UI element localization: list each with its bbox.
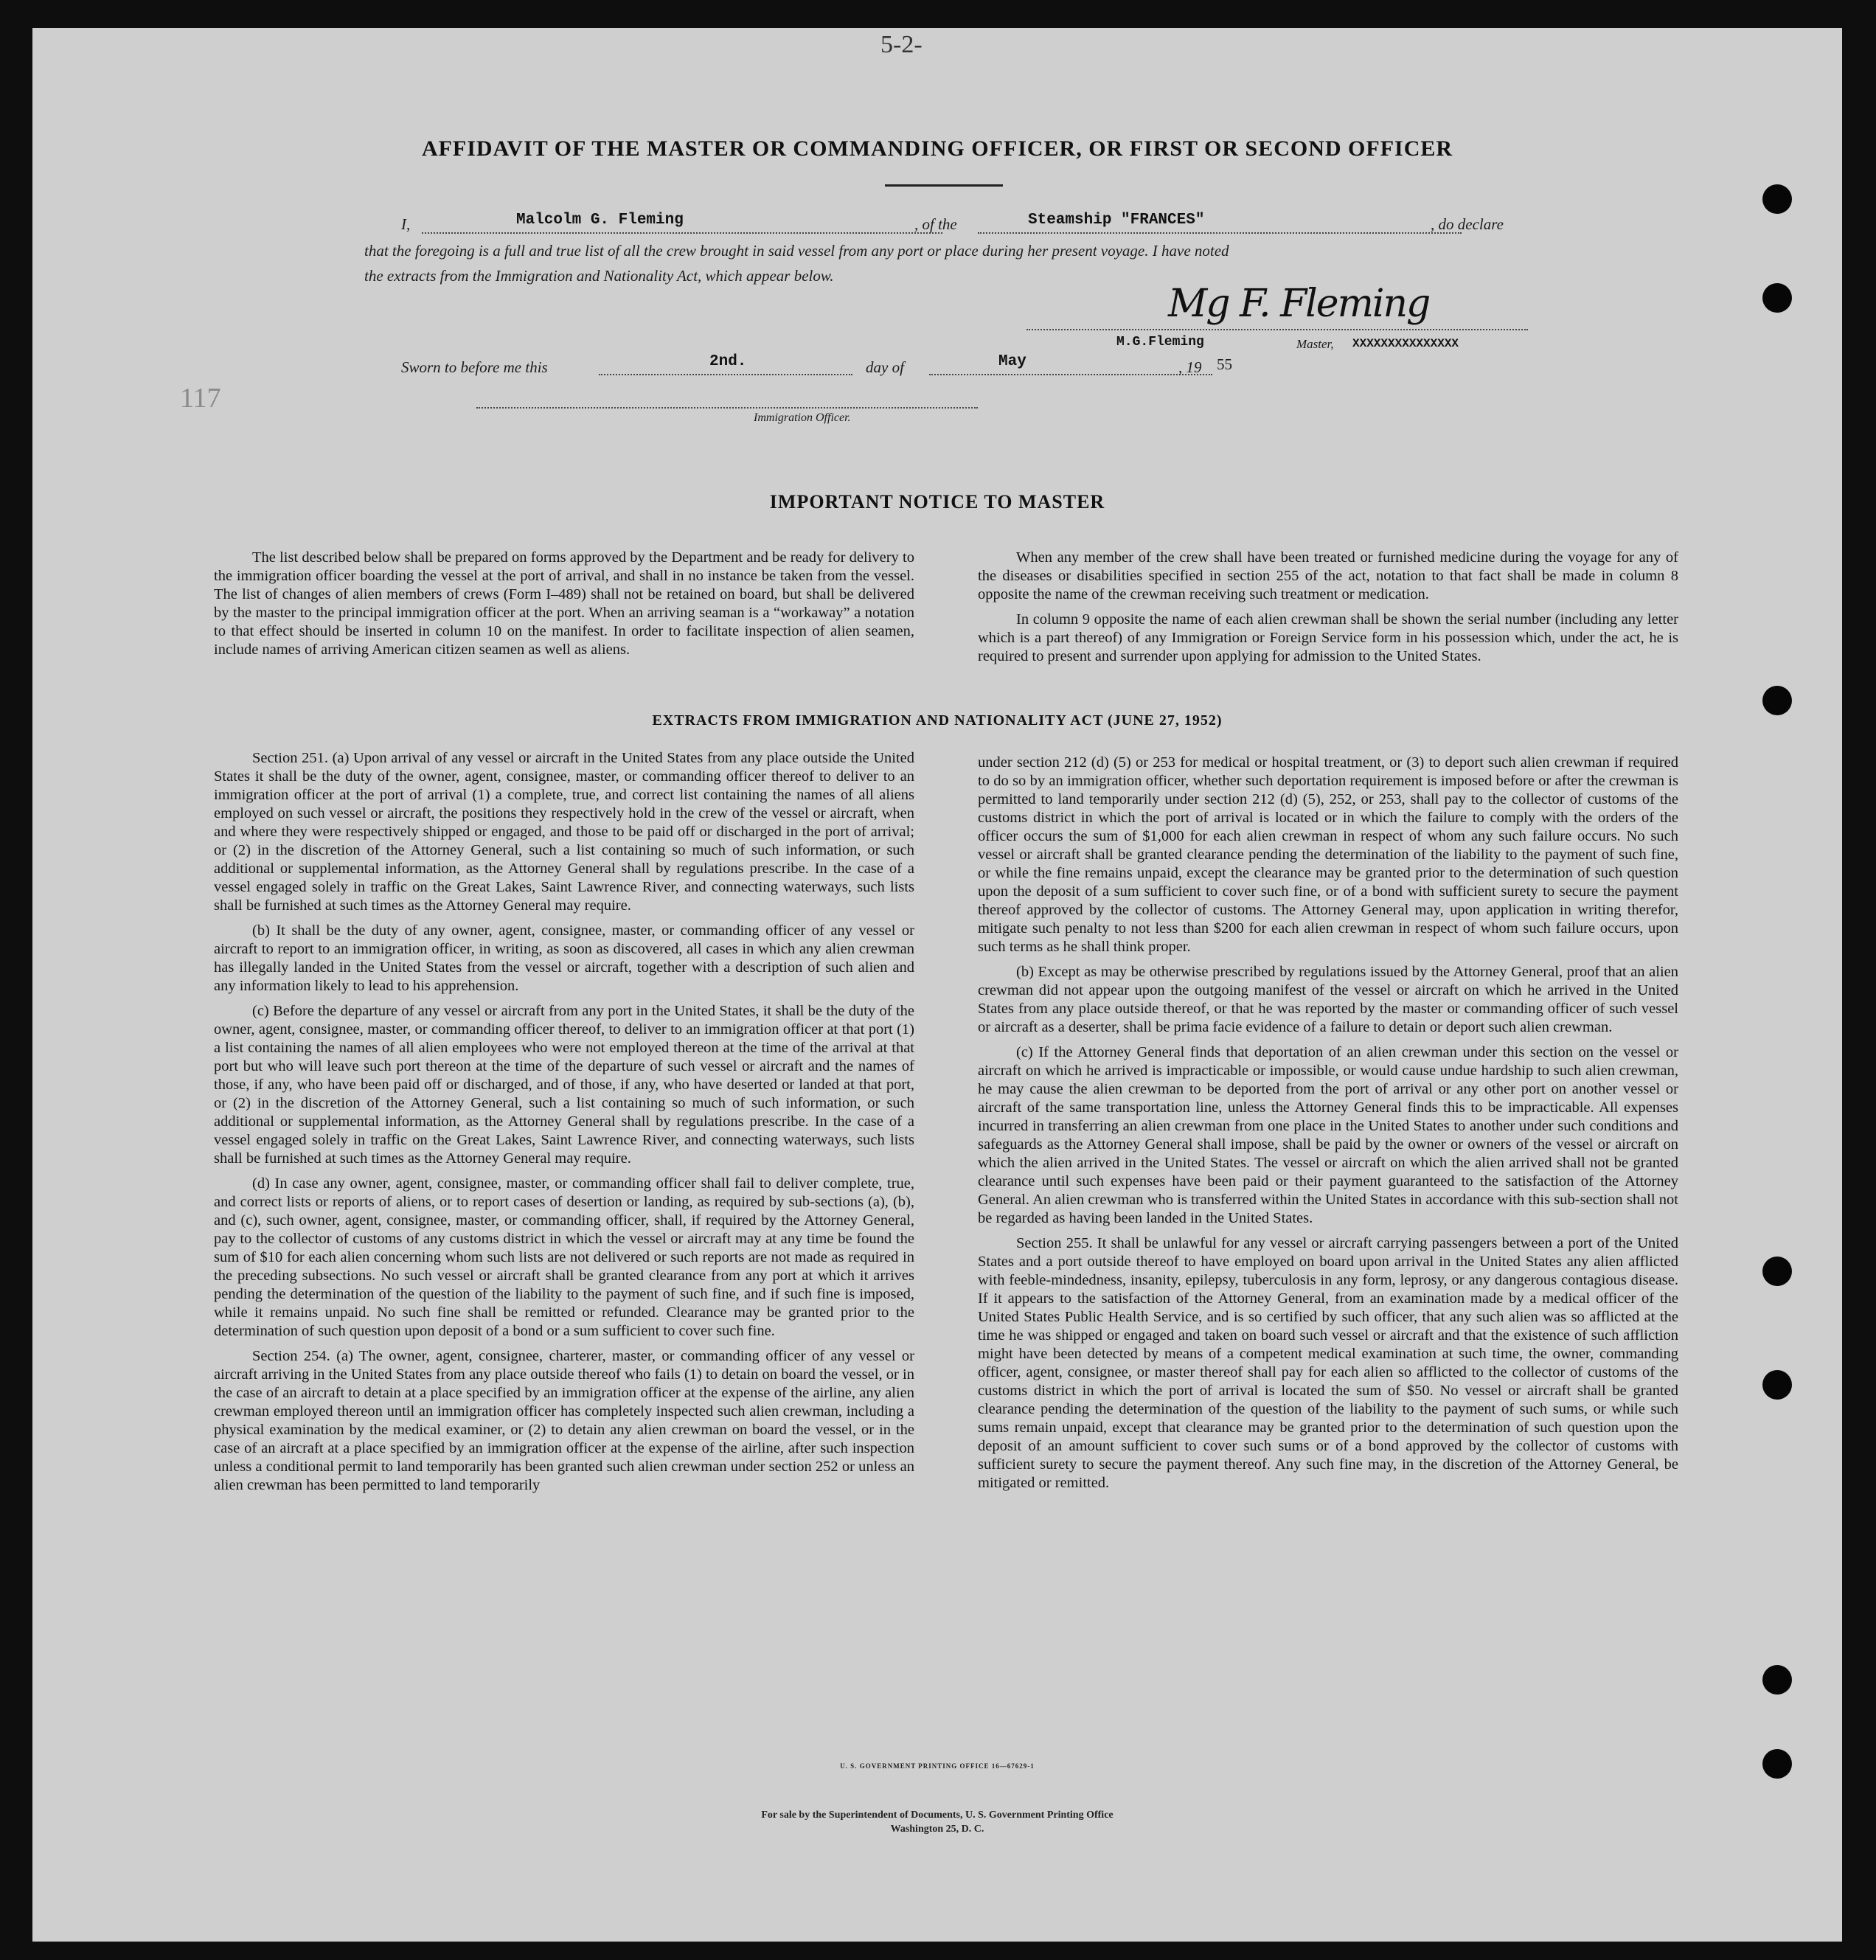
section-251a: Section 251. (a) Upon arrival of any vessel or aircraft in the United States from any place outside the United States it shall be the duty of the owner, agent, consignee, master, or commanding officer thereof to deliver to an immigration officer at the port of arrival (1) a complete, true, and correct list containing the names of all aliens employed on such vessel or aircraft, the positions they respectively hold in the crew of the vessel or aircraft, when and where they were respectively shipped or engaged, and those to be paid off or discharged in the port of arrival; or (2) in the discretion of the Attorney General, such a list containing so much of such information, or such additional or supplemental information, as the Attorney General shall by regulations prescribe. In the case of a vessel engaged solely in traffic on the Great Lakes, Saint Lawrence River, and connecting waterways, such lists shall be furnished at such times as the Attorney General may require.: [214, 750, 914, 914]
title-underline: [885, 184, 1003, 187]
declaration-line-3: the extracts from the Immigration and Nationality Act, which appear below.: [364, 267, 834, 285]
month-line: [929, 374, 1212, 375]
punch-hole: [1762, 1665, 1792, 1695]
i-label: I,: [401, 215, 411, 233]
section-254c: (c) If the Attorney General finds that deportation of an alien crewman under this section on the vessel or aircraft on which he arrived is impracticable or impossible, or would cause undue hardship to such alien crewman, he may cause the alien crewman to be deported from the port of arrival or any other port on another vessel or aircraft of the same transportation line, unless the Attorney General finds this to be impracticable. All expenses incurred in transferring an alien crewman from one place in the United States to another under such conditions and safeguards as the Attorney General shall impose, shall be paid by the owner or owners of the vessel or aircraft on which the alien arrived in the United States. The vessel or aircraft on which the alien arrived shall not be granted clearance until such expenses have been paid or their payment guaranteed to the satisfaction of the Attorney General. An alien crewman who is transferred within the United States in accordance with this sub-section shall not be regarded as having been landed in the United States.: [978, 1044, 1678, 1226]
sale-line-2: Washington 25, D. C.: [890, 1824, 984, 1835]
signature-line: [1026, 329, 1528, 330]
day-of-label: day of: [866, 358, 904, 376]
day-line: [599, 374, 852, 375]
section-251c: (c) Before the departure of any vessel or aircraft from any port in the United States, it shall be the duty of the owner, agent, consignee, master, or commanding officer thereof, to deliver to an immigration officer at that port (1) a list containing the names of all alien employees who were not employed thereon at the time of the arrival at that port but who will leave such port thereon at the time of the departure of such vessel or aircraft and the names of those, if any, who have been paid off or discharged, and of those, if any, who have deserted or landed at that port, or (2) in the discretion of the Attorney General, such a list containing so much of such information, or such additional or supplemental information, as the Attorney General shall by regulations prescribe. In the case of a vessel engaged solely in traffic on the Great Lakes, Saint Lawrence River, and connecting waterways, such lists shall be furnished at such times as the Attorney General may require.: [214, 1003, 914, 1167]
notice-right-column: [978, 549, 1678, 673]
section-255: Section 255. It shall be unlawful for any vessel or aircraft carrying passengers between a port of the United States and a port outside thereof to have employed on board upon arrival in the United States any alien afflicted with feeble-mindedness, insanity, epilepsy, tuberculosis in any form, leprosy, or any dangerous contagious disease. If it appears to the satisfaction of the Attorney General, from an examination made by a medical officer of the United States Public Health Service, and is so certified by such officer, that any such alien was so afflicted at the time he was shipped or engaged and taken on board such vessel or aircraft and that the existence of such affliction might have been detected by means of a competent medical examination at such time, the owner, commanding officer, agent, consignee, or master thereof shall pay for each alien so afflicted to the collector of customs of the customs district in which the port of arrival is located the sum of $50. No vessel or aircraft shall be granted clearance pending the determination of the question of the liability to the payment of such sums, or while such sums remain unpaid, except that clearance may be granted prior to the determination of such question upon the deposit of an amount sufficient to cover such sums or of a bond approved by the collector of customs with sufficient surety to secure the payment thereof. Any such fine may, in the discretion of the Attorney General, be mitigated or remitted.: [978, 1235, 1678, 1491]
master-label: Master,: [1296, 337, 1334, 351]
notice-left-paragraph: The list described below shall be prepared on forms approved by the Department and be ready for delivery to the immigration officer boarding the vessel at the port of arrival, and shall in no instance be taken from the vessel. The list of changes of alien members of crews (Form I–489) shall not be retained on board, but shall be delivered by the master to the principal immigration officer at the port. When an arriving seaman is a “workaway” a notation to that effect should be inserted in column 10 on the manifest. In order to facilitate inspection of alien seamen, include names of arriving American citizen seamen as well as aliens.: [214, 549, 914, 658]
declaration-line-2: that the foregoing is a full and true list of all the crew brought in said vessel from any port or place during her present voyage. I have noted: [364, 242, 1229, 260]
extracts-left-column: [214, 749, 914, 1501]
sale-notice: [32, 1808, 1842, 1836]
section-254a-continued: under section 212 (d) (5) or 253 for medical or hospital treatment, or (3) to deport such alien crewman if required to do so by an immigration officer, whether such deportation requirement is imposed before or after the crewman is permitted to land temporarily under section 212 (d) (5), 252, or 253, shall pay to the collector of customs of the customs district in which the port of arrival is located or in which the failure to comply with the orders of the officer occurs the sum of $1,000 for each alien crewman in respect of whom any such failure occurs. No such vessel or aircraft shall be granted clearance pending the determination of the liability to the payment of such fine, or while the fine remains unpaid, except the clearance may be granted prior to the determination of such question upon the deposit of a sum sufficient to cover such fine, or of a bond with sufficient surety to secure the payment thereof approved by the collector of customs. The Attorney General may, upon application in writing therefor, mitigate such penalty to not less than $200 for each alien crewman in respect of whom such failure occurs, upon such terms as he shall think proper.: [978, 754, 1678, 955]
printing-office-code: U. S. GOVERNMENT PRINTING OFFICE 16—67629-1: [840, 1762, 1035, 1770]
affidavit-title: AFFIDAVIT OF THE MASTER OR COMMANDING OFFICER, OR FIRST OR SECOND OFFICER: [421, 136, 1453, 161]
sworn-day: 2nd.: [709, 353, 747, 370]
master-signature: Mg F. Fleming: [1168, 282, 1430, 326]
sale-line-1: For sale by the Superintendent of Documents, U. S. Government Printing Office: [761, 1810, 1114, 1821]
master-struck-text: XXXXXXXXXXXXXXX: [1352, 337, 1459, 350]
vessel-line: [978, 232, 1462, 234]
of-the-label: , of the: [914, 215, 957, 233]
master-name: Malcolm G. Fleming: [516, 212, 684, 229]
punch-hole: [1762, 1749, 1792, 1779]
officer-label: Immigration Officer.: [754, 411, 851, 424]
extracts-title: EXTRACTS FROM IMMIGRATION AND NATIONALITY ACT (JUNE 27, 1952): [652, 712, 1223, 729]
year-prefix: , 19: [1178, 358, 1202, 376]
top-scribble: 5-2-: [880, 31, 923, 58]
sworn-month: May: [998, 353, 1026, 370]
sworn-label: Sworn to before me this: [401, 358, 548, 376]
section-251d: (d) In case any owner, agent, consignee, master, or commanding officer shall fail to deliver complete, true, and correct lists or reports of aliens, or to report cases of desertion or landing, as required by sub-sections (a), (b), and (c), such owner, agent, consignee, master, or commanding officer, shall, if required by the Attorney General, pay to the collector of customs of any customs district in which the vessel or aircraft may at any time be found the sum of $10 for each alien concerning whom such lists are not delivered or such reports are not made as required in the preceding subsections. No such vessel or aircraft shall be granted clearance from any port at which it arrives pending the determination of the question of the liability to the payment of such fine, and if such fine is imposed, while it remains unpaid. No such fine shall be remitted or refunded. Clearance may be granted prior to the determination of such question upon deposit of a bond or a sum sufficient to cover such fine.: [214, 1175, 914, 1339]
punch-hole: [1762, 283, 1792, 313]
name-line: [422, 232, 942, 234]
notice-right-paragraph-1: When any member of the crew shall have been treated or furnished medicine during the voyage for any of the diseases or disabilities specified in section 255 of the act, notation to that fact shall be made in column 8 opposite the name of the crewman receiving such treatment or medication.: [978, 549, 1678, 602]
year-suffix: 55: [1217, 355, 1232, 373]
declare-label: , do declare: [1431, 215, 1504, 233]
section-254a: Section 254. (a) The owner, agent, consignee, charterer, master, or commanding officer of any vessel or aircraft arriving in the United States from any place outside thereof who fails (1) to detain on board the vessel, or in the case of an aircraft to detain at a place specified by an immigration officer at the expense of the airline, any alien crewman employed thereon until an immigration officer has completely inspected such alien crewman, including a physical examination by the medical examiner, or (2) to detain any alien crewman on board the vessel, or in the case of an aircraft at a place specified by an immigration officer at the expense of the airline, after such inspection unless a conditional permit to land temporarily has been granted such alien crewman under section 252 or unless an alien crewman has been permitted to land temporarily: [214, 1348, 914, 1493]
punch-hole: [1762, 184, 1792, 214]
vessel-name: Steamship "FRANCES": [1028, 212, 1205, 229]
section-251b: (b) It shall be the duty of any owner, agent, consignee, master, or commanding officer of any vessel or aircraft to report to an immigration officer, in writing, as soon as discovered, all cases in which any alien crewman has illegally landed in the United States from the vessel or aircraft, together with a description of such alien and any information likely to lead to his apprehension.: [214, 922, 914, 994]
officer-line: [476, 407, 978, 409]
punch-hole: [1762, 686, 1792, 715]
signer-typed-name: M.G.Fleming: [1116, 335, 1204, 350]
margin-number: 117: [180, 383, 221, 414]
punch-hole: [1762, 1370, 1792, 1400]
notice-title: IMPORTANT NOTICE TO MASTER: [769, 491, 1105, 512]
extracts-right-column: [978, 754, 1678, 1499]
notice-right-paragraph-2: In column 9 opposite the name of each alien crewman shall be shown the serial number (including any letter which is a part thereof) of any Immigration or Foreign Service form in his possession which, under the act, he is required to present and surrender upon applying for admission to the United States.: [978, 611, 1678, 664]
notice-left-column: [214, 549, 914, 666]
section-254b: (b) Except as may be otherwise prescribed by regulations issued by the Attorney General, proof that an alien crewman did not appear upon the outgoing manifest of the vessel or aircraft on which he arrived in the United States from any place outside thereof, or that he was reported by the master or commanding officer of such vessel or aircraft as a deserter, shall be prima facie evidence of a failure to detain or deport such alien crewman.: [978, 964, 1678, 1035]
document-page: [32, 28, 1842, 1942]
punch-hole: [1762, 1257, 1792, 1286]
